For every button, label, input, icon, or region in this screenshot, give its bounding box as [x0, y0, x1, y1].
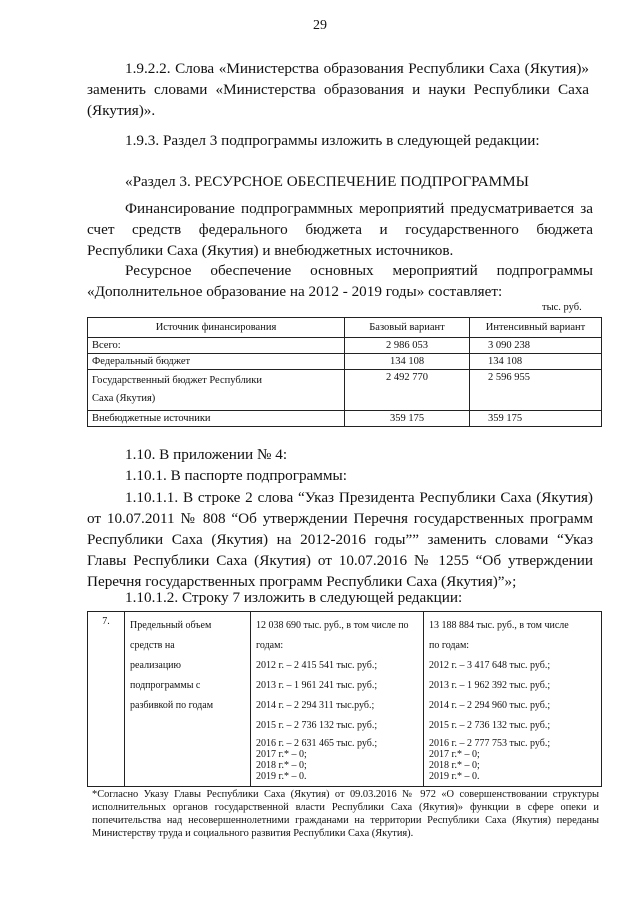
base-head-line-1: 12 038 690 тыс. руб., в том числе по [256, 620, 409, 631]
row-intensive: 359 175 [470, 411, 602, 427]
paragraph-5: 1.10. В приложении № 4: [125, 446, 288, 463]
table-header-row [88, 318, 602, 338]
paragraph-4-line-2: «Дополнительное образование на 2012 - 2019 годы» составляет: [87, 283, 503, 300]
paragraph-7-line-5: Перечня государственных программ Республики Саха (Якутия)”»; [87, 573, 517, 590]
table-row [88, 354, 602, 370]
intensive-year-line: 2015 г. – 2 736 132 тыс. руб.; [429, 720, 551, 731]
row-source-line-1: Государственный бюджет Республики [92, 375, 263, 386]
intensive-head-line-2: по годам: [429, 640, 470, 651]
paragraph-3-line-1: Финансирование подпрограммных мероприятий предусматривается за [125, 200, 593, 217]
row-source: Внебюджетные источники [88, 411, 345, 427]
row-7-table [87, 611, 602, 787]
label-line: разбивкой по годам [130, 700, 214, 711]
financing-table [87, 317, 602, 427]
row-base: 2 986 053 [345, 338, 470, 354]
row-label [125, 612, 251, 787]
row-base: 2 492 770 [345, 370, 470, 411]
table-row [88, 411, 602, 427]
units-label: тыс. руб. [542, 302, 582, 313]
header-intensive: Интенсивный вариант [470, 318, 602, 338]
label-line: подпрограммы с [130, 680, 201, 691]
base-year-line: 2012 г. – 2 415 541 тыс. руб.; [256, 660, 378, 671]
paragraph-7-line-4: Главы Республики Саха (Якутия) от 10.07.2016 № 1255 “Об утверждении [87, 552, 593, 569]
base-variant-cell [251, 612, 424, 787]
intensive-tail-line: 2018 г.* – 0; [429, 760, 480, 771]
base-year-line: 2015 г. – 2 736 132 тыс. руб.; [256, 720, 378, 731]
base-tail [256, 738, 418, 782]
page-number: 29 [313, 18, 327, 33]
header-source: Источник финансирования [88, 318, 345, 338]
intensive-tail-line: 2016 г. – 2 777 753 тыс. руб.; [429, 738, 551, 749]
row-base: 359 175 [345, 411, 470, 427]
row-number: 7. [88, 612, 125, 787]
row-intensive: 134 108 [470, 354, 602, 370]
paragraph-2: 1.9.3. Раздел 3 подпрограммы изложить в следующей редакции: [125, 132, 540, 149]
row-intensive: 2 596 955 [470, 370, 602, 411]
row-intensive: 3 090 238 [470, 338, 602, 354]
row-source [88, 370, 345, 411]
paragraph-6: 1.10.1. В паспорте подпрограммы: [125, 467, 347, 484]
table-row [88, 370, 602, 411]
label-line: средств на [130, 640, 175, 651]
paragraph-3-line-3: Республики Саха (Якутия) и внебюджетных источников. [87, 242, 454, 259]
table-row [88, 612, 602, 787]
row-source-line-2: Саха (Якутия) [92, 393, 156, 404]
base-tail-line: 2017 г.* – 0; [256, 749, 307, 760]
paragraph-1-line-1: 1.9.2.2. Слова «Министерства образования Республики Саха (Якутия)» [125, 60, 589, 77]
label-line: реализацию [130, 660, 181, 671]
intensive-tail-line: 2019 г.* – 0. [429, 771, 480, 782]
paragraph-7-line-3: Республики Саха (Якутия) на 2012-2016 годы”” заменить словами “Указ [87, 531, 593, 548]
base-year-line: 2014 г. – 2 294 311 тыс.руб.; [256, 700, 375, 711]
paragraph-1-line-2: заменить словами «Министерства образования и науки Республики Саха [87, 81, 589, 98]
intensive-year-line: 2014 г. – 2 294 960 тыс. руб.; [429, 700, 551, 711]
table-row [88, 338, 602, 354]
base-tail-line: 2016 г. – 2 631 465 тыс. руб.; [256, 738, 378, 749]
paragraph-7-line-1: 1.10.1.1. В строке 2 слова “Указ Президента Республики Саха (Якутия) [125, 489, 593, 506]
intensive-tail-line: 2017 г.* – 0; [429, 749, 480, 760]
header-base: Базовый вариант [345, 318, 470, 338]
row-source: Всего: [88, 338, 345, 354]
intensive-head-line-1: 13 188 884 тыс. руб., в том числе [429, 620, 569, 631]
base-tail-line: 2019 г.* – 0. [256, 771, 307, 782]
section-title: «Раздел 3. РЕСУРСНОЕ ОБЕСПЕЧЕНИЕ ПОДПРОГРАММЫ [125, 173, 529, 190]
footnote: *Согласно Указу Главы Республики Саха (Якутия) от 09.03.2016 № 972 «О совершенствовании структуры исполнительных органов государственной власти Республики Саха (Якутия)» функции в сфере опеки и попечительства над несовершеннолетними гражданами на территории Республики Саха (Якутия) переданы Министерству труда и социального развития Республики Саха (Якутия). [92, 789, 599, 839]
paragraph-7-line-2: от 10.07.2011 № 808 “Об утверждении Перечня государственных программ [87, 510, 593, 527]
paragraph-1-line-3: (Якутия)». [87, 102, 156, 119]
paragraph-4-line-1: Ресурсное обеспечение основных мероприятий подпрограммы [125, 262, 593, 279]
base-tail-line: 2018 г.* – 0; [256, 760, 307, 771]
label-line: Предельный объем [130, 620, 212, 631]
paragraph-3-line-2: счет средств федерального бюджета и государственного бюджета [87, 221, 593, 238]
intensive-year-line: 2012 г. – 3 417 648 тыс. руб.; [429, 660, 551, 671]
base-head-line-2: годам: [256, 640, 284, 651]
row-base: 134 108 [345, 354, 470, 370]
intensive-variant-cell [424, 612, 602, 787]
paragraph-8: 1.10.1.2. Строку 7 изложить в следующей редакции: [125, 589, 463, 606]
intensive-year-line: 2013 г. – 1 962 392 тыс. руб.; [429, 680, 551, 691]
base-year-line: 2013 г. – 1 961 241 тыс. руб.; [256, 680, 378, 691]
intensive-tail [429, 738, 596, 782]
row-source: Федеральный бюджет [88, 354, 345, 370]
